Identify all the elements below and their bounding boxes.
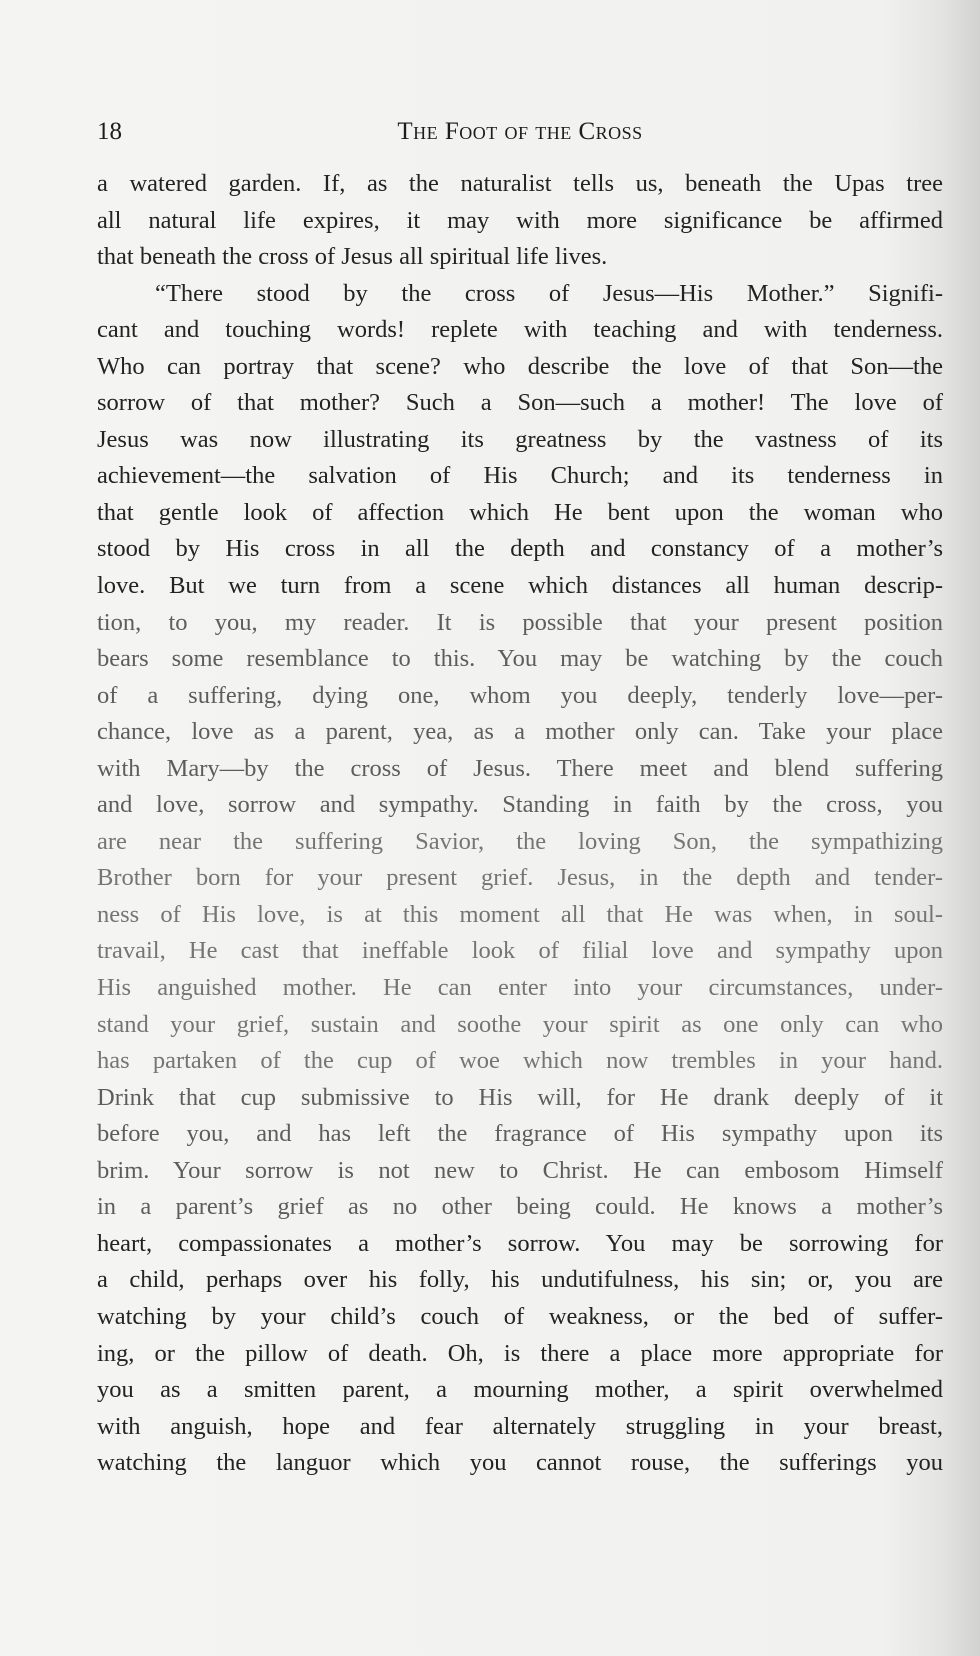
text-line: of a suffering, dying one, whom you deeply, tenderly love—per- bbox=[97, 681, 943, 709]
text-line: travail, He cast that ineffable look of filial love and sympathy upon bbox=[97, 937, 943, 965]
text-line: has partaken of the cup of woe which now trembles in your hand. bbox=[97, 1047, 943, 1075]
text-line: you as a smitten parent, a mourning mother, a spirit overwhelmed bbox=[97, 1376, 943, 1404]
text-line: all natural life expires, it may with more significance be affirmed bbox=[97, 206, 943, 234]
text-line: love. But we turn from a scene which distances all human descrip- bbox=[97, 572, 943, 600]
text-line: with Mary—by the cross of Jesus. There meet and blend suffering bbox=[97, 754, 943, 782]
text-line: Who can portray that scene? who describe the love of that Son—the bbox=[97, 352, 943, 380]
text-line: ing, or the pillow of death. Oh, is there a place more appropriate for bbox=[97, 1339, 943, 1367]
text-line: and love, sorrow and sympathy. Standing in faith by the cross, you bbox=[97, 791, 943, 819]
text-line: with anguish, hope and fear alternately struggling in your breast, bbox=[97, 1412, 943, 1440]
text-line: are near the suffering Savior, the loving Son, the sympathizing bbox=[97, 827, 943, 855]
text-line: sorrow of that mother? Such a Son—such a mother! The love of bbox=[97, 389, 943, 417]
text-line: a child, perhaps over his folly, his undutifulness, his sin; or, you are bbox=[97, 1266, 943, 1294]
text-line: Brother born for your present grief. Jesus, in the depth and tender- bbox=[97, 864, 943, 892]
text-line: achievement—the salvation of His Church; and its tenderness in bbox=[97, 462, 943, 490]
text-line: ness of His love, is at this moment all that He was when, in soul- bbox=[97, 900, 943, 928]
text-line: brim. Your sorrow is not new to Christ. He can embosom Himself bbox=[97, 1156, 943, 1184]
text-line: in a parent’s grief as no other being could. He knows a mother’s bbox=[97, 1193, 943, 1221]
text-line: stood by His cross in all the depth and constancy of a mother’s bbox=[97, 535, 943, 563]
text-line: chance, love as a parent, yea, as a mother only can. Take your place bbox=[97, 718, 943, 746]
text-line: tion, to you, my reader. It is possible that your present position bbox=[97, 608, 943, 636]
text-line: before you, and has left the fragrance of His sympathy upon its bbox=[97, 1120, 943, 1148]
text-line: watching by your child’s couch of weakness, or the bed of suffer- bbox=[97, 1302, 943, 1330]
text-line: a watered garden. If, as the naturalist tells us, beneath the Upas tree bbox=[97, 170, 943, 197]
text-line: His anguished mother. He can enter into your circumstances, under- bbox=[97, 974, 943, 1002]
text-line: that gentle look of affection which He bent upon the woman who bbox=[97, 498, 943, 526]
text-line: that beneath the cross of Jesus all spiritual life lives. bbox=[97, 243, 608, 271]
text-line: “There stood by the cross of Jesus—His Mother.” Signifi- bbox=[155, 279, 943, 307]
running-title: The Foot of the Cross bbox=[397, 118, 643, 145]
page-number: 18 bbox=[97, 118, 122, 145]
text-line: heart, compassionates a mother’s sorrow. You may be sorrowing for bbox=[97, 1229, 943, 1257]
text-line: watching the languor which you cannot rouse, the sufferings you bbox=[97, 1449, 943, 1477]
text-line: stand your grief, sustain and soothe your spirit as one only can who bbox=[97, 1010, 943, 1038]
text-line: bears some resemblance to this. You may be watching by the couch bbox=[97, 645, 943, 673]
text-line: Drink that cup submissive to His will, for He drank deeply of it bbox=[97, 1083, 943, 1111]
text-line: Jesus was now illustrating its greatness by the vastness of its bbox=[97, 425, 943, 453]
body-text bbox=[97, 166, 943, 1482]
page-header bbox=[97, 116, 943, 152]
text-line: cant and touching words! replete with teaching and with tenderness. bbox=[97, 316, 943, 344]
